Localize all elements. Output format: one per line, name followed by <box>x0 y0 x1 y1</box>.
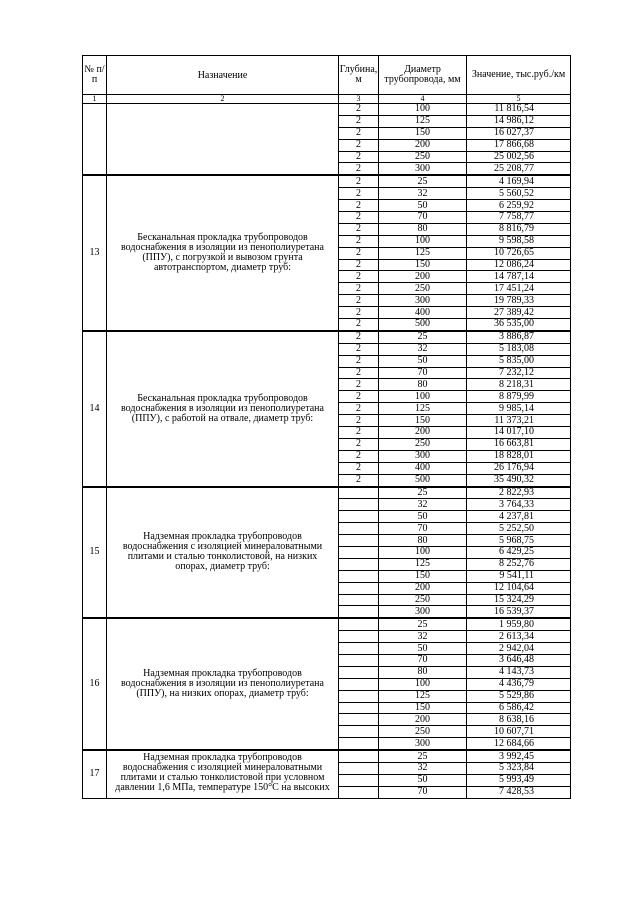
value-cell: 9 598,58 <box>467 235 571 247</box>
depth-cell: 2 <box>339 462 379 474</box>
diameter-cell: 50 <box>379 774 467 786</box>
depth-cell <box>339 511 379 523</box>
diameter-cell: 25 <box>379 331 467 343</box>
column-index-row <box>83 95 571 104</box>
value-cell: 4 436,79 <box>467 678 571 690</box>
value-cell: 8 638,16 <box>467 714 571 726</box>
diameter-cell: 200 <box>379 139 467 151</box>
depth-cell <box>339 535 379 547</box>
depth-cell: 2 <box>339 367 379 379</box>
depth-cell <box>339 774 379 786</box>
value-cell: 14 787,14 <box>467 271 571 283</box>
depth-cell: 2 <box>339 415 379 427</box>
index-cell: 2 <box>107 95 339 104</box>
depth-cell: 2 <box>339 259 379 271</box>
depth-cell: 2 <box>339 139 379 151</box>
depth-cell: 2 <box>339 295 379 307</box>
header-row <box>83 56 571 95</box>
depth-cell: 2 <box>339 343 379 355</box>
diameter-cell: 32 <box>379 188 467 200</box>
value-cell: 19 789,33 <box>467 295 571 307</box>
diameter-cell: 50 <box>379 355 467 367</box>
diameter-cell: 250 <box>379 151 467 163</box>
depth-cell: 2 <box>339 379 379 391</box>
diameter-cell: 150 <box>379 415 467 427</box>
index-cell: 4 <box>379 95 467 104</box>
depth-cell: 2 <box>339 104 379 116</box>
table-row <box>83 175 571 187</box>
value-cell: 5 183,08 <box>467 343 571 355</box>
depth-cell: 2 <box>339 427 379 439</box>
header-depth: Глубина, м <box>339 56 379 95</box>
value-cell: 14 017,10 <box>467 427 571 439</box>
diameter-cell: 500 <box>379 319 467 331</box>
diameter-cell: 70 <box>379 786 467 798</box>
depth-cell <box>339 487 379 499</box>
diameter-cell: 80 <box>379 379 467 391</box>
value-cell: 5 252,50 <box>467 523 571 535</box>
diameter-cell: 25 <box>379 618 467 630</box>
value-cell: 6 586,42 <box>467 702 571 714</box>
diameter-cell: 250 <box>379 726 467 738</box>
diameter-cell: 300 <box>379 738 467 750</box>
table-row <box>83 750 571 762</box>
depth-cell <box>339 558 379 570</box>
value-cell: 25 208,77 <box>467 163 571 175</box>
value-cell: 3 886,87 <box>467 331 571 343</box>
value-cell: 4 169,94 <box>467 175 571 187</box>
value-cell: 2 822,93 <box>467 487 571 499</box>
value-cell: 5 993,49 <box>467 774 571 786</box>
diameter-cell: 70 <box>379 367 467 379</box>
depth-cell <box>339 594 379 606</box>
value-cell: 17 451,24 <box>467 283 571 295</box>
value-cell: 7 232,12 <box>467 367 571 379</box>
header-num: № п/п <box>83 56 107 95</box>
depth-cell: 2 <box>339 438 379 450</box>
row-number: 14 <box>83 331 107 487</box>
depth-cell <box>339 762 379 774</box>
value-cell: 11 816,54 <box>467 104 571 116</box>
diameter-cell: 150 <box>379 259 467 271</box>
depth-cell: 2 <box>339 127 379 139</box>
depth-cell: 2 <box>339 223 379 235</box>
index-cell: 1 <box>83 95 107 104</box>
depth-cell <box>339 618 379 630</box>
value-cell: 6 259,92 <box>467 200 571 212</box>
value-cell: 9 541,11 <box>467 570 571 582</box>
diameter-cell: 50 <box>379 643 467 655</box>
diameter-cell: 125 <box>379 403 467 415</box>
diameter-cell: 500 <box>379 474 467 486</box>
value-cell: 4 237,81 <box>467 511 571 523</box>
value-cell: 11 373,21 <box>467 415 571 427</box>
diameter-cell: 300 <box>379 295 467 307</box>
depth-cell <box>339 631 379 643</box>
value-cell: 16 539,37 <box>467 606 571 618</box>
row-description: Надземная прокладка трубопроводов водоснабжения в изоляции из пенополиуретана (ППУ), на низких опорах, диаметр труб: <box>107 618 339 750</box>
diameter-cell: 200 <box>379 427 467 439</box>
diameter-cell: 400 <box>379 307 467 319</box>
row-description: Надземная прокладка трубопроводов водоснабжения с изоляцией минераловатными плитами и сталью тонколистовой, на низких опорах, диаметр труб: <box>107 487 339 619</box>
row-number: 13 <box>83 175 107 331</box>
depth-cell: 2 <box>339 331 379 343</box>
diameter-cell: 300 <box>379 450 467 462</box>
depth-cell: 2 <box>339 200 379 212</box>
depth-cell: 2 <box>339 247 379 259</box>
diameter-cell: 200 <box>379 714 467 726</box>
value-cell: 4 143,73 <box>467 666 571 678</box>
diameter-cell: 150 <box>379 127 467 139</box>
row-number <box>83 104 107 176</box>
diameter-cell: 50 <box>379 200 467 212</box>
value-cell: 1 959,80 <box>467 618 571 630</box>
value-cell: 12 684,66 <box>467 738 571 750</box>
depth-cell: 2 <box>339 163 379 175</box>
value-cell: 5 835,00 <box>467 355 571 367</box>
diameter-cell: 70 <box>379 523 467 535</box>
depth-cell: 2 <box>339 307 379 319</box>
value-cell: 7 758,77 <box>467 212 571 224</box>
diameter-cell: 25 <box>379 175 467 187</box>
value-cell: 8 879,99 <box>467 391 571 403</box>
diameter-cell: 50 <box>379 511 467 523</box>
depth-cell <box>339 726 379 738</box>
table-row <box>83 487 571 499</box>
value-cell: 12 104,64 <box>467 582 571 594</box>
row-number: 16 <box>83 618 107 750</box>
value-cell: 27 389,42 <box>467 307 571 319</box>
depth-cell: 2 <box>339 450 379 462</box>
diameter-cell: 32 <box>379 343 467 355</box>
diameter-cell: 300 <box>379 606 467 618</box>
diameter-cell: 125 <box>379 690 467 702</box>
depth-cell <box>339 643 379 655</box>
value-cell: 8 816,79 <box>467 223 571 235</box>
row-description: Бесканальная прокладка трубопроводов водоснабжения в изоляции из пенополиуретана (ППУ), с погрузкой и вывозом грунта автотранспортом, диаметр труб: <box>107 175 339 331</box>
diameter-cell: 250 <box>379 283 467 295</box>
table-row <box>83 331 571 343</box>
depth-cell: 2 <box>339 319 379 331</box>
value-cell: 10 607,71 <box>467 726 571 738</box>
value-cell: 17 866,68 <box>467 139 571 151</box>
diameter-cell: 300 <box>379 163 467 175</box>
depth-cell <box>339 702 379 714</box>
value-cell: 5 560,52 <box>467 188 571 200</box>
diameter-cell: 100 <box>379 678 467 690</box>
value-cell: 8 218,31 <box>467 379 571 391</box>
row-description <box>107 104 339 176</box>
diameter-cell: 200 <box>379 271 467 283</box>
depth-cell: 2 <box>339 355 379 367</box>
index-cell: 5 <box>467 95 571 104</box>
diameter-cell: 70 <box>379 212 467 224</box>
value-cell: 8 252,76 <box>467 558 571 570</box>
value-cell: 16 027,37 <box>467 127 571 139</box>
depth-cell <box>339 546 379 558</box>
diameter-cell: 125 <box>379 247 467 259</box>
diameter-cell: 100 <box>379 546 467 558</box>
value-cell: 3 992,45 <box>467 750 571 762</box>
document-page <box>82 55 570 799</box>
value-cell: 6 429,25 <box>467 546 571 558</box>
value-cell: 26 176,94 <box>467 462 571 474</box>
diameter-cell: 100 <box>379 104 467 116</box>
value-cell: 5 323,84 <box>467 762 571 774</box>
value-cell: 2 942,04 <box>467 643 571 655</box>
depth-cell <box>339 582 379 594</box>
depth-cell <box>339 499 379 511</box>
value-cell: 2 613,34 <box>467 631 571 643</box>
diameter-cell: 70 <box>379 654 467 666</box>
depth-cell <box>339 523 379 535</box>
depth-cell: 2 <box>339 271 379 283</box>
depth-cell: 2 <box>339 283 379 295</box>
depth-cell <box>339 786 379 798</box>
depth-cell <box>339 690 379 702</box>
value-cell: 5 529,86 <box>467 690 571 702</box>
value-cell: 10 726,65 <box>467 247 571 259</box>
row-description: Бесканальная прокладка трубопроводов водоснабжения в изоляции из пенополиуретана (ППУ), с работой на отвале, диаметр труб: <box>107 331 339 487</box>
diameter-cell: 125 <box>379 115 467 127</box>
value-cell: 14 986,12 <box>467 115 571 127</box>
diameter-cell: 80 <box>379 666 467 678</box>
depth-cell: 2 <box>339 235 379 247</box>
row-number: 17 <box>83 750 107 798</box>
value-cell: 15 324,29 <box>467 594 571 606</box>
value-cell: 35 490,32 <box>467 474 571 486</box>
row-number: 15 <box>83 487 107 619</box>
value-cell: 25 002,56 <box>467 151 571 163</box>
header-name: Назначение <box>107 56 339 95</box>
depth-cell <box>339 750 379 762</box>
diameter-cell: 25 <box>379 487 467 499</box>
value-cell: 12 086,24 <box>467 259 571 271</box>
depth-cell: 2 <box>339 175 379 187</box>
diameter-cell: 200 <box>379 582 467 594</box>
table-body <box>83 104 571 799</box>
header-diameter: Диаметр трубопровода, мм <box>379 56 467 95</box>
diameter-cell: 150 <box>379 570 467 582</box>
diameter-cell: 80 <box>379 535 467 547</box>
value-cell: 7 428,53 <box>467 786 571 798</box>
diameter-cell: 32 <box>379 631 467 643</box>
diameter-cell: 32 <box>379 499 467 511</box>
value-cell: 3 764,33 <box>467 499 571 511</box>
value-cell: 36 535,00 <box>467 319 571 331</box>
depth-cell: 2 <box>339 151 379 163</box>
table-row <box>83 618 571 630</box>
row-description: Надземная прокладка трубопроводов водоснабжения с изоляцией минераловатными плитами и сталью тонколистовой при условном давлении 1,6 МПа, температуре 150°С на высоких <box>107 750 339 798</box>
diameter-cell: 125 <box>379 558 467 570</box>
header-value: Значение, тыс.руб./км <box>467 56 571 95</box>
value-cell: 9 985,14 <box>467 403 571 415</box>
value-cell: 5 968,75 <box>467 535 571 547</box>
cost-table <box>82 55 571 799</box>
value-cell: 3 646,48 <box>467 654 571 666</box>
diameter-cell: 100 <box>379 391 467 403</box>
depth-cell <box>339 606 379 618</box>
diameter-cell: 80 <box>379 223 467 235</box>
depth-cell <box>339 666 379 678</box>
diameter-cell: 32 <box>379 762 467 774</box>
diameter-cell: 250 <box>379 438 467 450</box>
depth-cell <box>339 678 379 690</box>
depth-cell: 2 <box>339 188 379 200</box>
depth-cell: 2 <box>339 391 379 403</box>
diameter-cell: 150 <box>379 702 467 714</box>
diameter-cell: 250 <box>379 594 467 606</box>
depth-cell: 2 <box>339 403 379 415</box>
index-cell: 3 <box>339 95 379 104</box>
depth-cell <box>339 570 379 582</box>
depth-cell: 2 <box>339 474 379 486</box>
depth-cell: 2 <box>339 115 379 127</box>
depth-cell: 2 <box>339 212 379 224</box>
diameter-cell: 100 <box>379 235 467 247</box>
depth-cell <box>339 654 379 666</box>
value-cell: 16 663,81 <box>467 438 571 450</box>
diameter-cell: 400 <box>379 462 467 474</box>
depth-cell <box>339 738 379 750</box>
diameter-cell: 25 <box>379 750 467 762</box>
depth-cell <box>339 714 379 726</box>
value-cell: 18 828,01 <box>467 450 571 462</box>
table-row <box>83 104 571 116</box>
